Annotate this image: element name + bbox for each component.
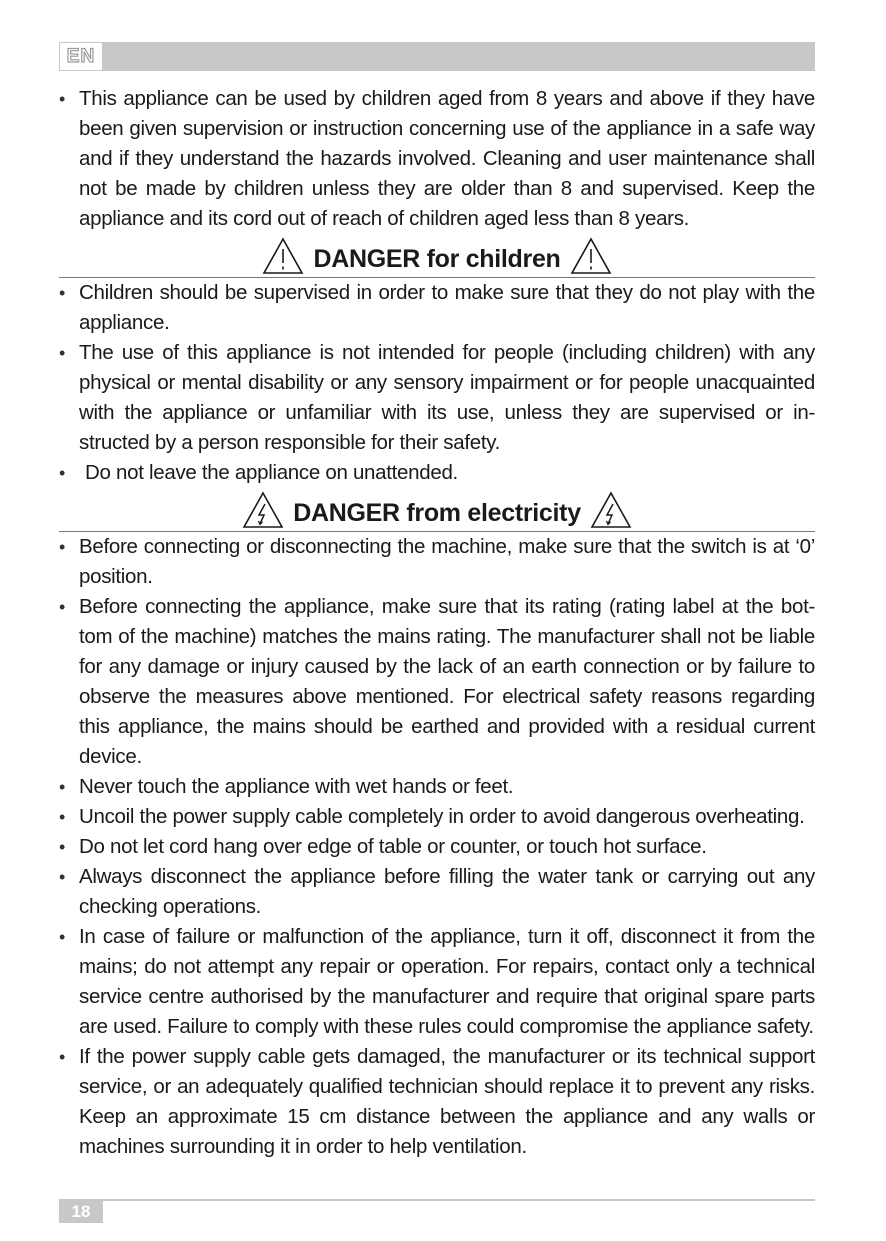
list-item: • Never touch the appliance with wet hands or feet.: [59, 772, 815, 802]
page-number: 18: [59, 1201, 103, 1223]
list-item: • Do not leave the appliance on unattended.: [59, 458, 815, 488]
list-item: • Children should be supervised in order to make sure that they do not play with the appliance.: [59, 278, 815, 338]
page-header: [59, 42, 815, 71]
language-tag: [59, 42, 103, 71]
electricity-list: [59, 532, 815, 1162]
children-list: [59, 278, 815, 488]
list-item: • In case of failure or malfunction of the appliance, turn it off, disconnect it from the mains; do not attempt any repair or operation. For repairs, contact only a technical service centre authorised by the manufacturer and require that original spare parts are used. Failure to comply with these rules could compromise the appliance safety.: [59, 922, 815, 1042]
list-item: • Do not let cord hang over edge of table or counter, or touch hot surface.: [59, 832, 815, 862]
list-item: • Always disconnect the appliance before filling the water tank or carrying out any checking operations.: [59, 862, 815, 922]
warning-lightning-icon: [241, 490, 285, 530]
list-item: • Before connecting or disconnecting the machine, make sure that the switch is at ‘0’ position.: [59, 532, 815, 592]
warning-exclamation-icon: [261, 236, 305, 276]
section-title: DANGER from electricity: [293, 499, 581, 527]
list-item: • The use of this appliance is not intended for people (including children) with any physical or mental disability or any sensory impairment or for people unacquainted with the appliance or unfamiliar with its use, unless they are supervised or in-structed by a person responsible for their safety.: [59, 338, 815, 458]
footer-rule: [59, 1199, 815, 1201]
warning-exclamation-icon: [569, 236, 613, 276]
section-heading-children: [59, 234, 815, 278]
page-content: [59, 84, 815, 1162]
section-title: DANGER for children: [313, 245, 561, 273]
intro-list: [59, 84, 815, 234]
header-bar: [103, 42, 815, 71]
warning-lightning-icon: [589, 490, 633, 530]
section-heading-electricity: [59, 488, 815, 532]
list-item: • If the power supply cable gets damaged, the manufacturer or its technical support service, or an adequately qualified technician should replace it to prevent any risks. Keep an approximate 15 cm distance between the appliance and any walls or machines surrounding it in order to help ventilation.: [59, 1042, 815, 1162]
list-item: • This appliance can be used by children aged from 8 years and above if they have been given supervision or instruction concerning use of the appliance in a safe way and if they understand the hazards involved. Cleaning and user maintenance shall not be made by children unless they are older than 8 and supervised. Keep the appliance and its cord out of reach of children aged less than 8 years.: [59, 84, 815, 234]
language-tag-label: EN: [66, 46, 96, 67]
list-item: • Before connecting the appliance, make sure that its rating (rating label at the bot-tom of the machine) matches the mains rating. The manufacturer shall not be liable for any damage or injury caused by the lack of an earth connection or by failure to observe the measures above mentioned. For electrical safety reasons regarding this appliance, the mains should be earthed and provided with a residual current device.: [59, 592, 815, 772]
list-item: • Uncoil the power supply cable completely in order to avoid dangerous overheating.: [59, 802, 815, 832]
